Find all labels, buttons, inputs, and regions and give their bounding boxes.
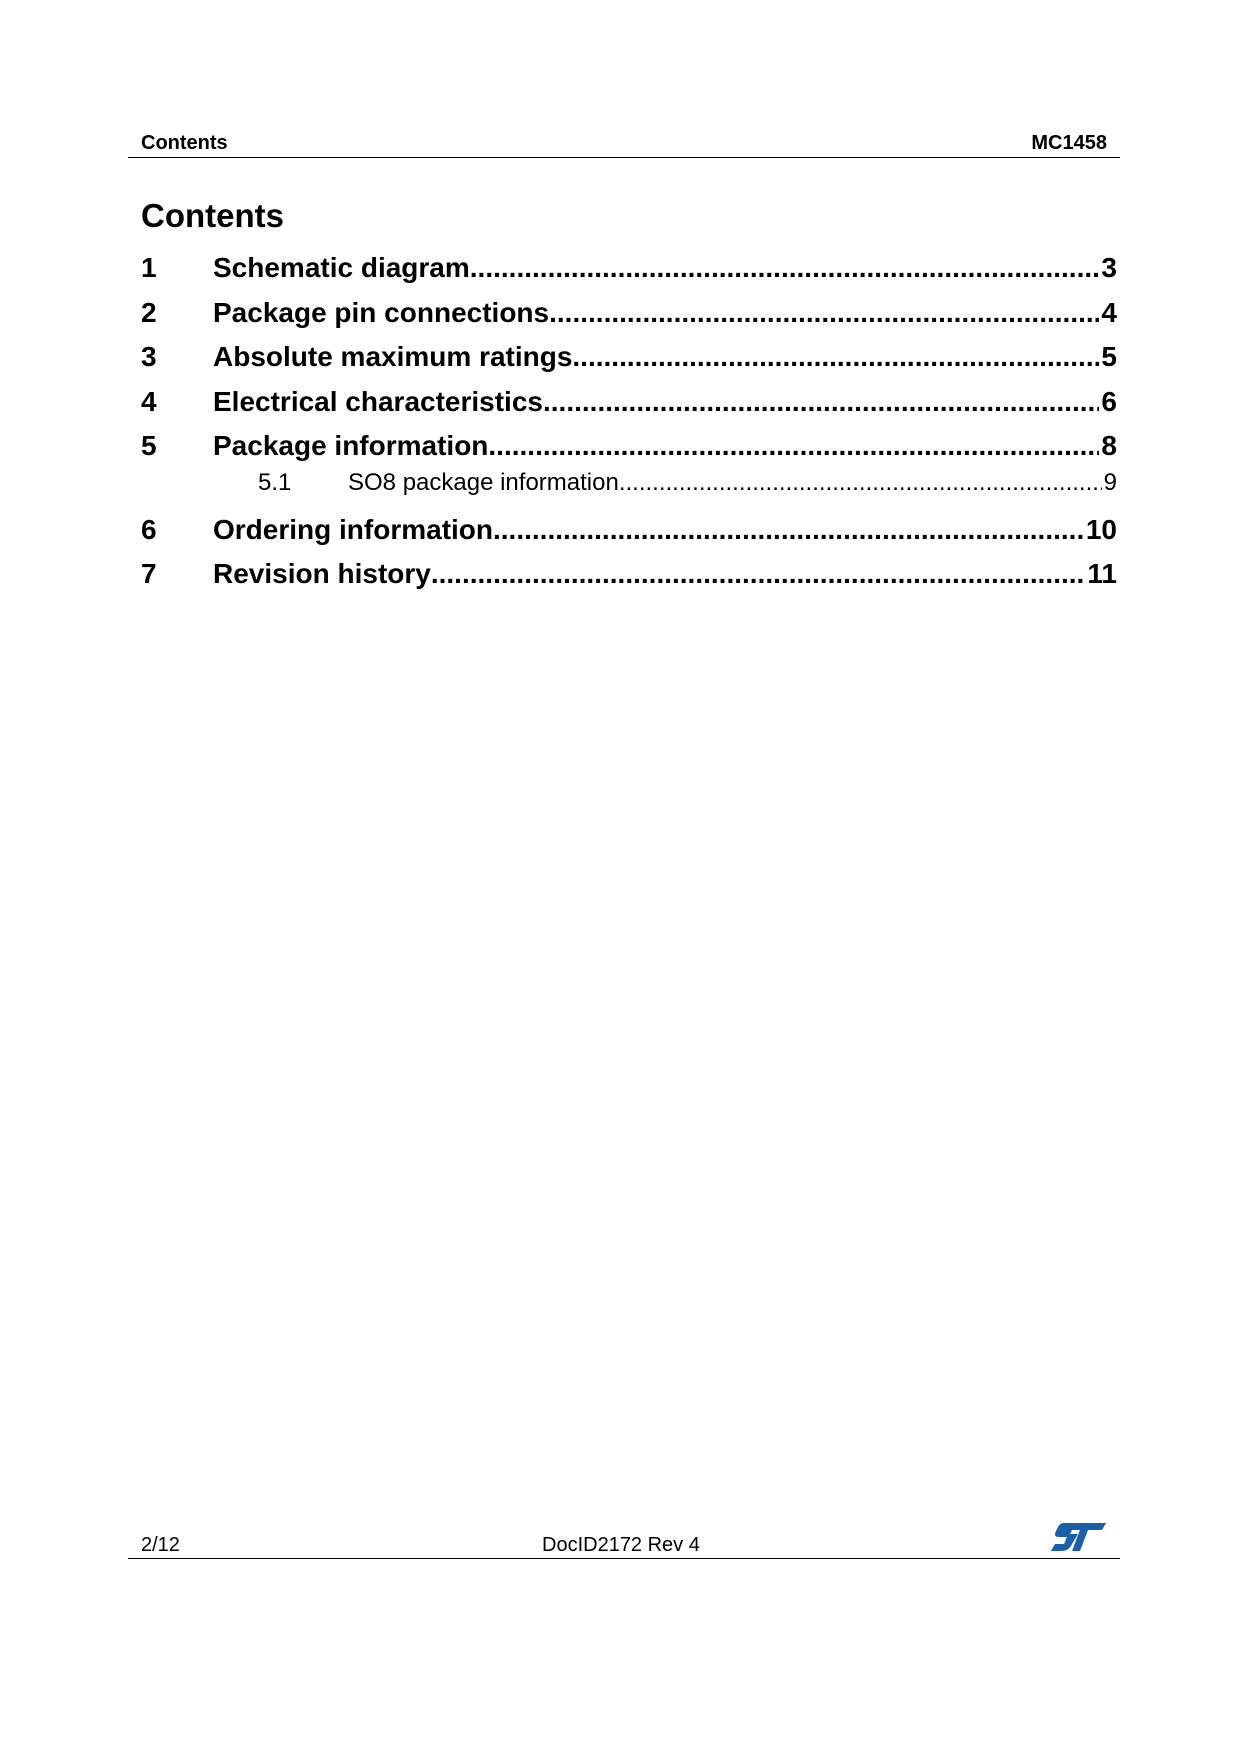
toc-entry-number: 4 <box>141 385 157 417</box>
page-number: 2/12 <box>141 1534 180 1556</box>
toc-entry-page[interactable]: 5 <box>1101 341 1117 372</box>
toc-entry-package-pin-connections[interactable] <box>141 291 1117 336</box>
toc-entry-page[interactable]: 10 <box>1085 513 1117 545</box>
toc-entry-number: 6 <box>141 513 157 545</box>
toc-entry-label[interactable]: Ordering information <box>213 513 493 545</box>
toc-entry-number: 7 <box>141 558 157 589</box>
toc-subentry-number: 5.1 <box>258 468 292 496</box>
page-header <box>128 133 1120 158</box>
toc-dot-leader <box>619 465 1102 501</box>
toc-entry-package-information[interactable] <box>141 424 1117 469</box>
toc-dot-leader <box>572 335 1099 379</box>
toc-entry-page[interactable]: 6 <box>1101 385 1117 417</box>
toc-entry-so8-package-information[interactable] <box>141 465 1117 504</box>
toc-dot-leader <box>549 291 1099 335</box>
toc-entry-page[interactable]: 4 <box>1101 296 1117 328</box>
toc-entry-label[interactable]: Absolute maximum ratings <box>213 341 573 372</box>
toc-entry-number: 2 <box>141 296 157 328</box>
toc-entry-ordering-information[interactable] <box>141 508 1117 553</box>
toc-subentry-page[interactable]: 9 <box>1103 468 1117 496</box>
header-section-title: Contents <box>141 132 228 154</box>
st-logo-s-shape <box>1051 1523 1106 1551</box>
toc-dot-leader <box>431 552 1086 596</box>
toc-entry-number: 3 <box>141 341 157 372</box>
toc-entry-schematic-diagram[interactable] <box>141 246 1117 291</box>
toc-entry-absolute-maximum-ratings[interactable] <box>141 335 1117 380</box>
toc-entry-number: 5 <box>141 430 157 461</box>
document-id: DocID2172 Rev 4 <box>542 1534 700 1556</box>
toc-entry-page[interactable]: 11 <box>1087 558 1117 589</box>
page-footer <box>128 1518 1120 1559</box>
toc-dot-leader <box>543 380 1099 424</box>
toc-dot-leader <box>493 508 1084 552</box>
toc-entry-page[interactable]: 3 <box>1101 252 1117 283</box>
contents-heading: Contents <box>141 197 284 234</box>
toc-entry-label[interactable]: Package information <box>213 430 489 461</box>
toc-entry-label[interactable]: Electrical characteristics <box>213 385 543 417</box>
toc-subentry-label[interactable]: SO8 package information <box>348 468 619 496</box>
toc-entry-label[interactable]: Revision history <box>213 558 431 589</box>
toc-entry-revision-history[interactable] <box>141 552 1117 597</box>
toc-entry-number: 1 <box>141 252 157 283</box>
toc-dot-leader <box>488 424 1099 468</box>
toc-entry-electrical-characteristics[interactable] <box>141 380 1117 425</box>
toc-dot-leader <box>470 246 1100 290</box>
toc-entry-page[interactable]: 8 <box>1101 430 1117 461</box>
table-of-contents <box>141 246 1117 597</box>
toc-entry-label[interactable]: Package pin connections <box>213 296 550 328</box>
st-logo-icon <box>1050 1520 1108 1554</box>
header-part-number: MC1458 <box>1031 132 1107 154</box>
toc-entry-label[interactable]: Schematic diagram <box>213 252 470 283</box>
